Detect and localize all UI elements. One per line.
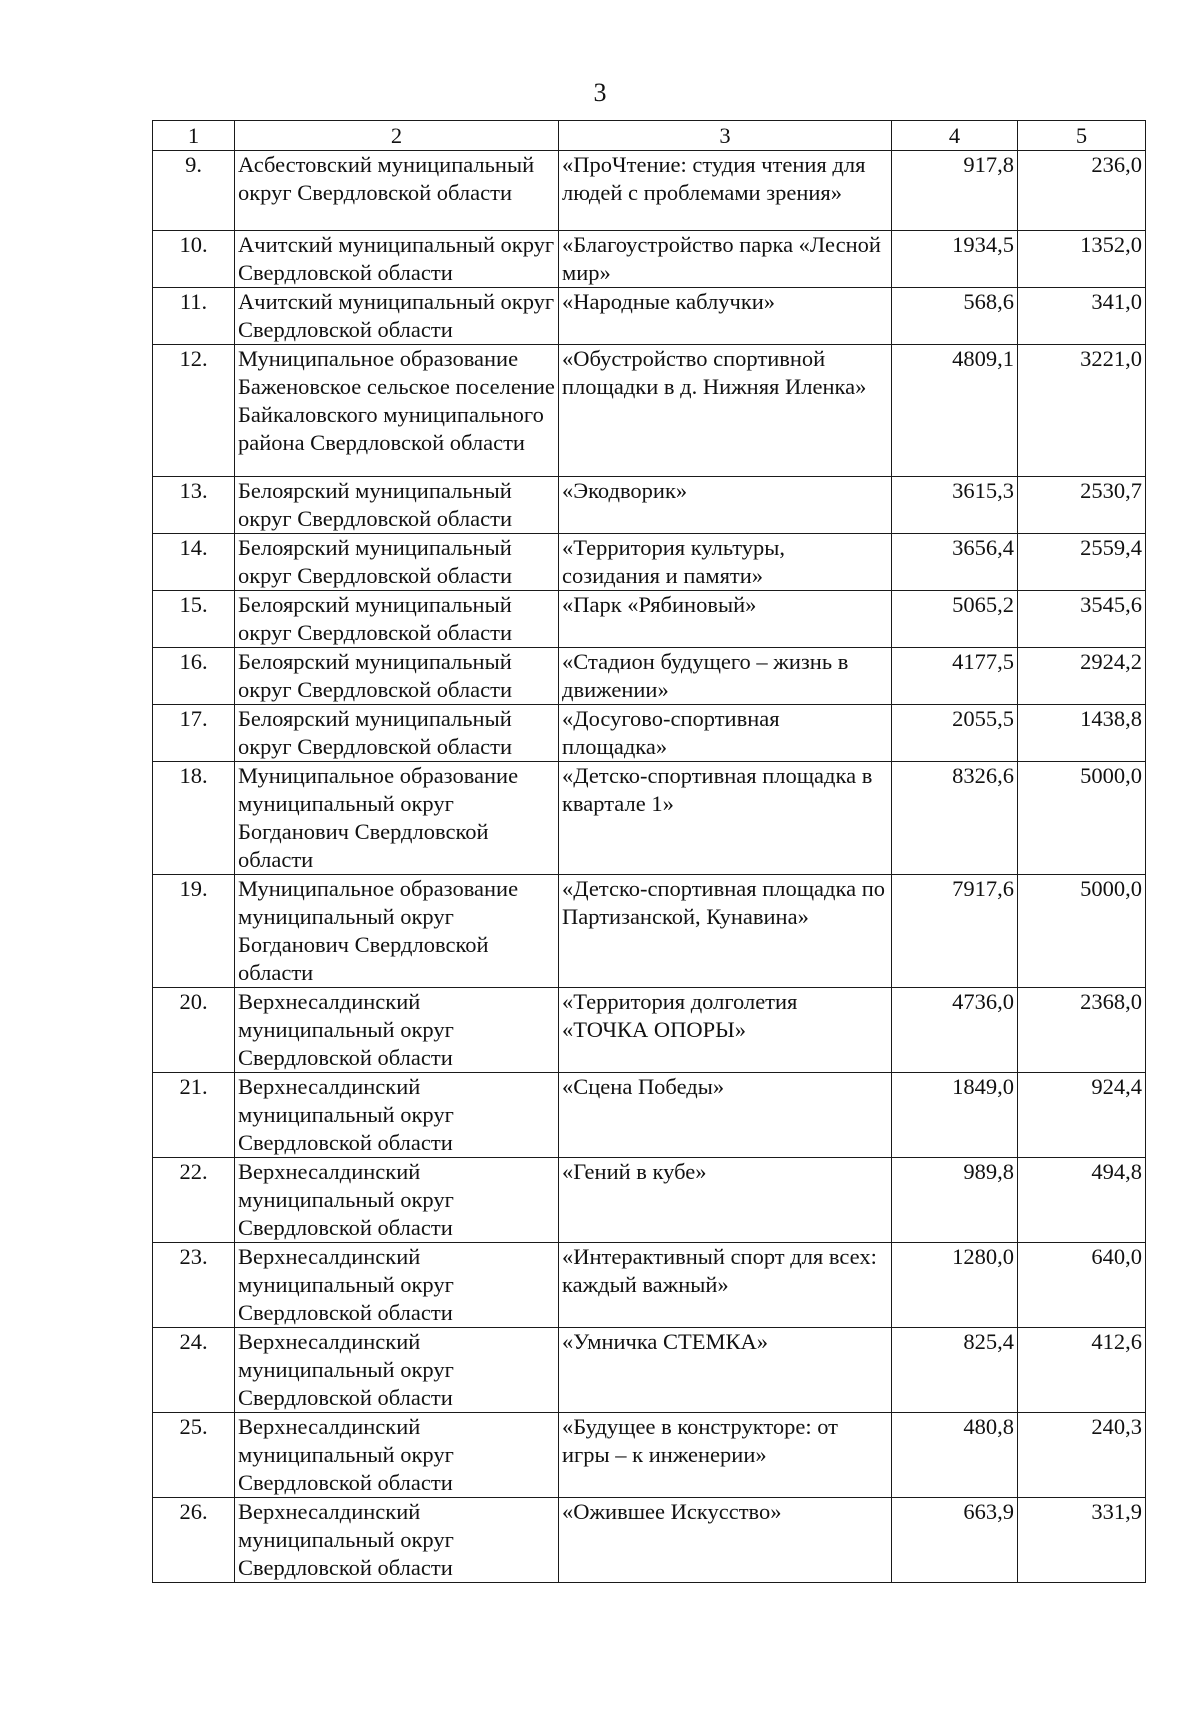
value-col5-cell: 1352,0 <box>1018 231 1146 288</box>
project-cell: «Народные каблучки» <box>559 288 892 345</box>
table-row <box>153 288 1146 345</box>
value-col4-cell: 825,4 <box>892 1328 1018 1413</box>
value-col5-cell: 2368,0 <box>1018 988 1146 1073</box>
value-col4-cell: 2055,5 <box>892 705 1018 762</box>
value-col5-cell: 3545,6 <box>1018 591 1146 648</box>
municipality-cell: Верхнесалдинский муниципальный округ Свердловской области <box>235 1158 559 1243</box>
table-row <box>153 762 1146 875</box>
municipality-cell: Белоярский муниципальный округ Свердловской области <box>235 705 559 762</box>
value-col4-cell: 663,9 <box>892 1498 1018 1583</box>
table-row <box>153 1413 1146 1498</box>
project-cell: «Ожившее Искусство» <box>559 1498 892 1583</box>
municipality-cell: Белоярский муниципальный округ Свердловской области <box>235 648 559 705</box>
table-row <box>153 1328 1146 1413</box>
municipality-cell: Верхнесалдинский муниципальный округ Свердловской области <box>235 1073 559 1158</box>
value-col4-cell: 4809,1 <box>892 345 1018 477</box>
row-number: 21. <box>153 1073 235 1158</box>
table-row <box>153 875 1146 988</box>
value-col4-cell: 3656,4 <box>892 534 1018 591</box>
row-number: 19. <box>153 875 235 988</box>
municipality-cell: Ачитский муниципальный округ Свердловской области <box>235 231 559 288</box>
table-row <box>153 1158 1146 1243</box>
value-col4-cell: 989,8 <box>892 1158 1018 1243</box>
row-number: 15. <box>153 591 235 648</box>
project-cell: «Обустройство спортивной площадки в д. Нижняя Иленка» <box>559 345 892 477</box>
municipality-cell: Муниципальное образование Баженовское сельское поселение Байкаловского муниципального района Свердловской области <box>235 345 559 477</box>
value-col4-cell: 3615,3 <box>892 477 1018 534</box>
table-row <box>153 591 1146 648</box>
municipality-cell: Белоярский муниципальный округ Свердловской области <box>235 591 559 648</box>
municipality-cell: Верхнесалдинский муниципальный округ Свердловской области <box>235 988 559 1073</box>
row-number: 16. <box>153 648 235 705</box>
value-col4-cell: 1934,5 <box>892 231 1018 288</box>
row-number: 25. <box>153 1413 235 1498</box>
project-cell: «Детско-спортивная площадка в квартале 1» <box>559 762 892 875</box>
header-cell-1: 1 <box>153 121 235 151</box>
project-cell: «Парк «Рябиновый» <box>559 591 892 648</box>
project-cell: «Гений в кубе» <box>559 1158 892 1243</box>
municipality-cell: Верхнесалдинский муниципальный округ Свердловской области <box>235 1243 559 1328</box>
table-row <box>153 1498 1146 1583</box>
municipality-cell: Белоярский муниципальный округ Свердловской области <box>235 534 559 591</box>
municipality-cell: Муниципальное образование муниципальный округ Богданович Свердловской области <box>235 762 559 875</box>
value-col5-cell: 1438,8 <box>1018 705 1146 762</box>
project-cell: «Экодворик» <box>559 477 892 534</box>
row-number: 26. <box>153 1498 235 1583</box>
header-cell-5: 5 <box>1018 121 1146 151</box>
value-col4-cell: 5065,2 <box>892 591 1018 648</box>
table-row <box>153 988 1146 1073</box>
project-cell: «Детско-спортивная площадка по Партизанской, Кунавина» <box>559 875 892 988</box>
table-row <box>153 231 1146 288</box>
project-cell: «Стадион будущего – жизнь в движении» <box>559 648 892 705</box>
table-row <box>153 477 1146 534</box>
value-col4-cell: 1280,0 <box>892 1243 1018 1328</box>
row-number: 9. <box>153 151 235 231</box>
municipality-cell: Белоярский муниципальный округ Свердловской области <box>235 477 559 534</box>
row-number: 18. <box>153 762 235 875</box>
row-number: 20. <box>153 988 235 1073</box>
table-row <box>153 705 1146 762</box>
project-cell: «Территория долголетия «ТОЧКА ОПОРЫ» <box>559 988 892 1073</box>
value-col5-cell: 5000,0 <box>1018 875 1146 988</box>
row-number: 11. <box>153 288 235 345</box>
value-col5-cell: 2530,7 <box>1018 477 1146 534</box>
project-cell: «Умничка СТЕМКА» <box>559 1328 892 1413</box>
project-cell: «Досугово-спортивная площадка» <box>559 705 892 762</box>
value-col5-cell: 240,3 <box>1018 1413 1146 1498</box>
row-number: 17. <box>153 705 235 762</box>
row-number: 23. <box>153 1243 235 1328</box>
project-cell: «Будущее в конструкторе: от игры – к инженерии» <box>559 1413 892 1498</box>
table-row <box>153 1073 1146 1158</box>
value-col5-cell: 331,9 <box>1018 1498 1146 1583</box>
value-col5-cell: 5000,0 <box>1018 762 1146 875</box>
table-row <box>153 1243 1146 1328</box>
value-col5-cell: 924,4 <box>1018 1073 1146 1158</box>
row-number: 12. <box>153 345 235 477</box>
value-col4-cell: 4177,5 <box>892 648 1018 705</box>
header-cell-3: 3 <box>559 121 892 151</box>
value-col5-cell: 236,0 <box>1018 151 1146 231</box>
value-col5-cell: 2924,2 <box>1018 648 1146 705</box>
table-row <box>153 648 1146 705</box>
municipality-cell: Ачитский муниципальный округ Свердловской области <box>235 288 559 345</box>
row-number: 24. <box>153 1328 235 1413</box>
municipality-cell: Верхнесалдинский муниципальный округ Свердловской области <box>235 1413 559 1498</box>
table-row <box>153 345 1146 477</box>
value-col4-cell: 568,6 <box>892 288 1018 345</box>
value-col5-cell: 341,0 <box>1018 288 1146 345</box>
value-col4-cell: 480,8 <box>892 1413 1018 1498</box>
projects-table-body <box>153 121 1146 1583</box>
municipality-cell: Асбестовский муниципальный округ Свердловской области <box>235 151 559 231</box>
value-col5-cell: 3221,0 <box>1018 345 1146 477</box>
project-cell: «Территория культуры, созидания и памяти» <box>559 534 892 591</box>
project-cell: «Благоустройство парка «Лесной мир» <box>559 231 892 288</box>
row-number: 10. <box>153 231 235 288</box>
project-cell: «ПроЧтение: студия чтения для людей с проблемами зрения» <box>559 151 892 231</box>
row-number: 14. <box>153 534 235 591</box>
page-number: 3 <box>593 78 607 107</box>
value-col5-cell: 640,0 <box>1018 1243 1146 1328</box>
value-col5-cell: 494,8 <box>1018 1158 1146 1243</box>
project-cell: «Интерактивный спорт для всех: каждый важный» <box>559 1243 892 1328</box>
value-col5-cell: 2559,4 <box>1018 534 1146 591</box>
projects-table <box>152 120 1146 1583</box>
header-cell-4: 4 <box>892 121 1018 151</box>
value-col4-cell: 917,8 <box>892 151 1018 231</box>
header-cell-2: 2 <box>235 121 559 151</box>
municipality-cell: Верхнесалдинский муниципальный округ Свердловской области <box>235 1498 559 1583</box>
value-col5-cell: 412,6 <box>1018 1328 1146 1413</box>
municipality-cell: Верхнесалдинский муниципальный округ Свердловской области <box>235 1328 559 1413</box>
municipality-cell: Муниципальное образование муниципальный округ Богданович Свердловской области <box>235 875 559 988</box>
table-row <box>153 151 1146 231</box>
value-col4-cell: 1849,0 <box>892 1073 1018 1158</box>
value-col4-cell: 8326,6 <box>892 762 1018 875</box>
row-number: 22. <box>153 1158 235 1243</box>
table-row <box>153 534 1146 591</box>
project-cell: «Сцена Победы» <box>559 1073 892 1158</box>
header-row <box>153 121 1146 151</box>
row-number: 13. <box>153 477 235 534</box>
value-col4-cell: 7917,6 <box>892 875 1018 988</box>
value-col4-cell: 4736,0 <box>892 988 1018 1073</box>
